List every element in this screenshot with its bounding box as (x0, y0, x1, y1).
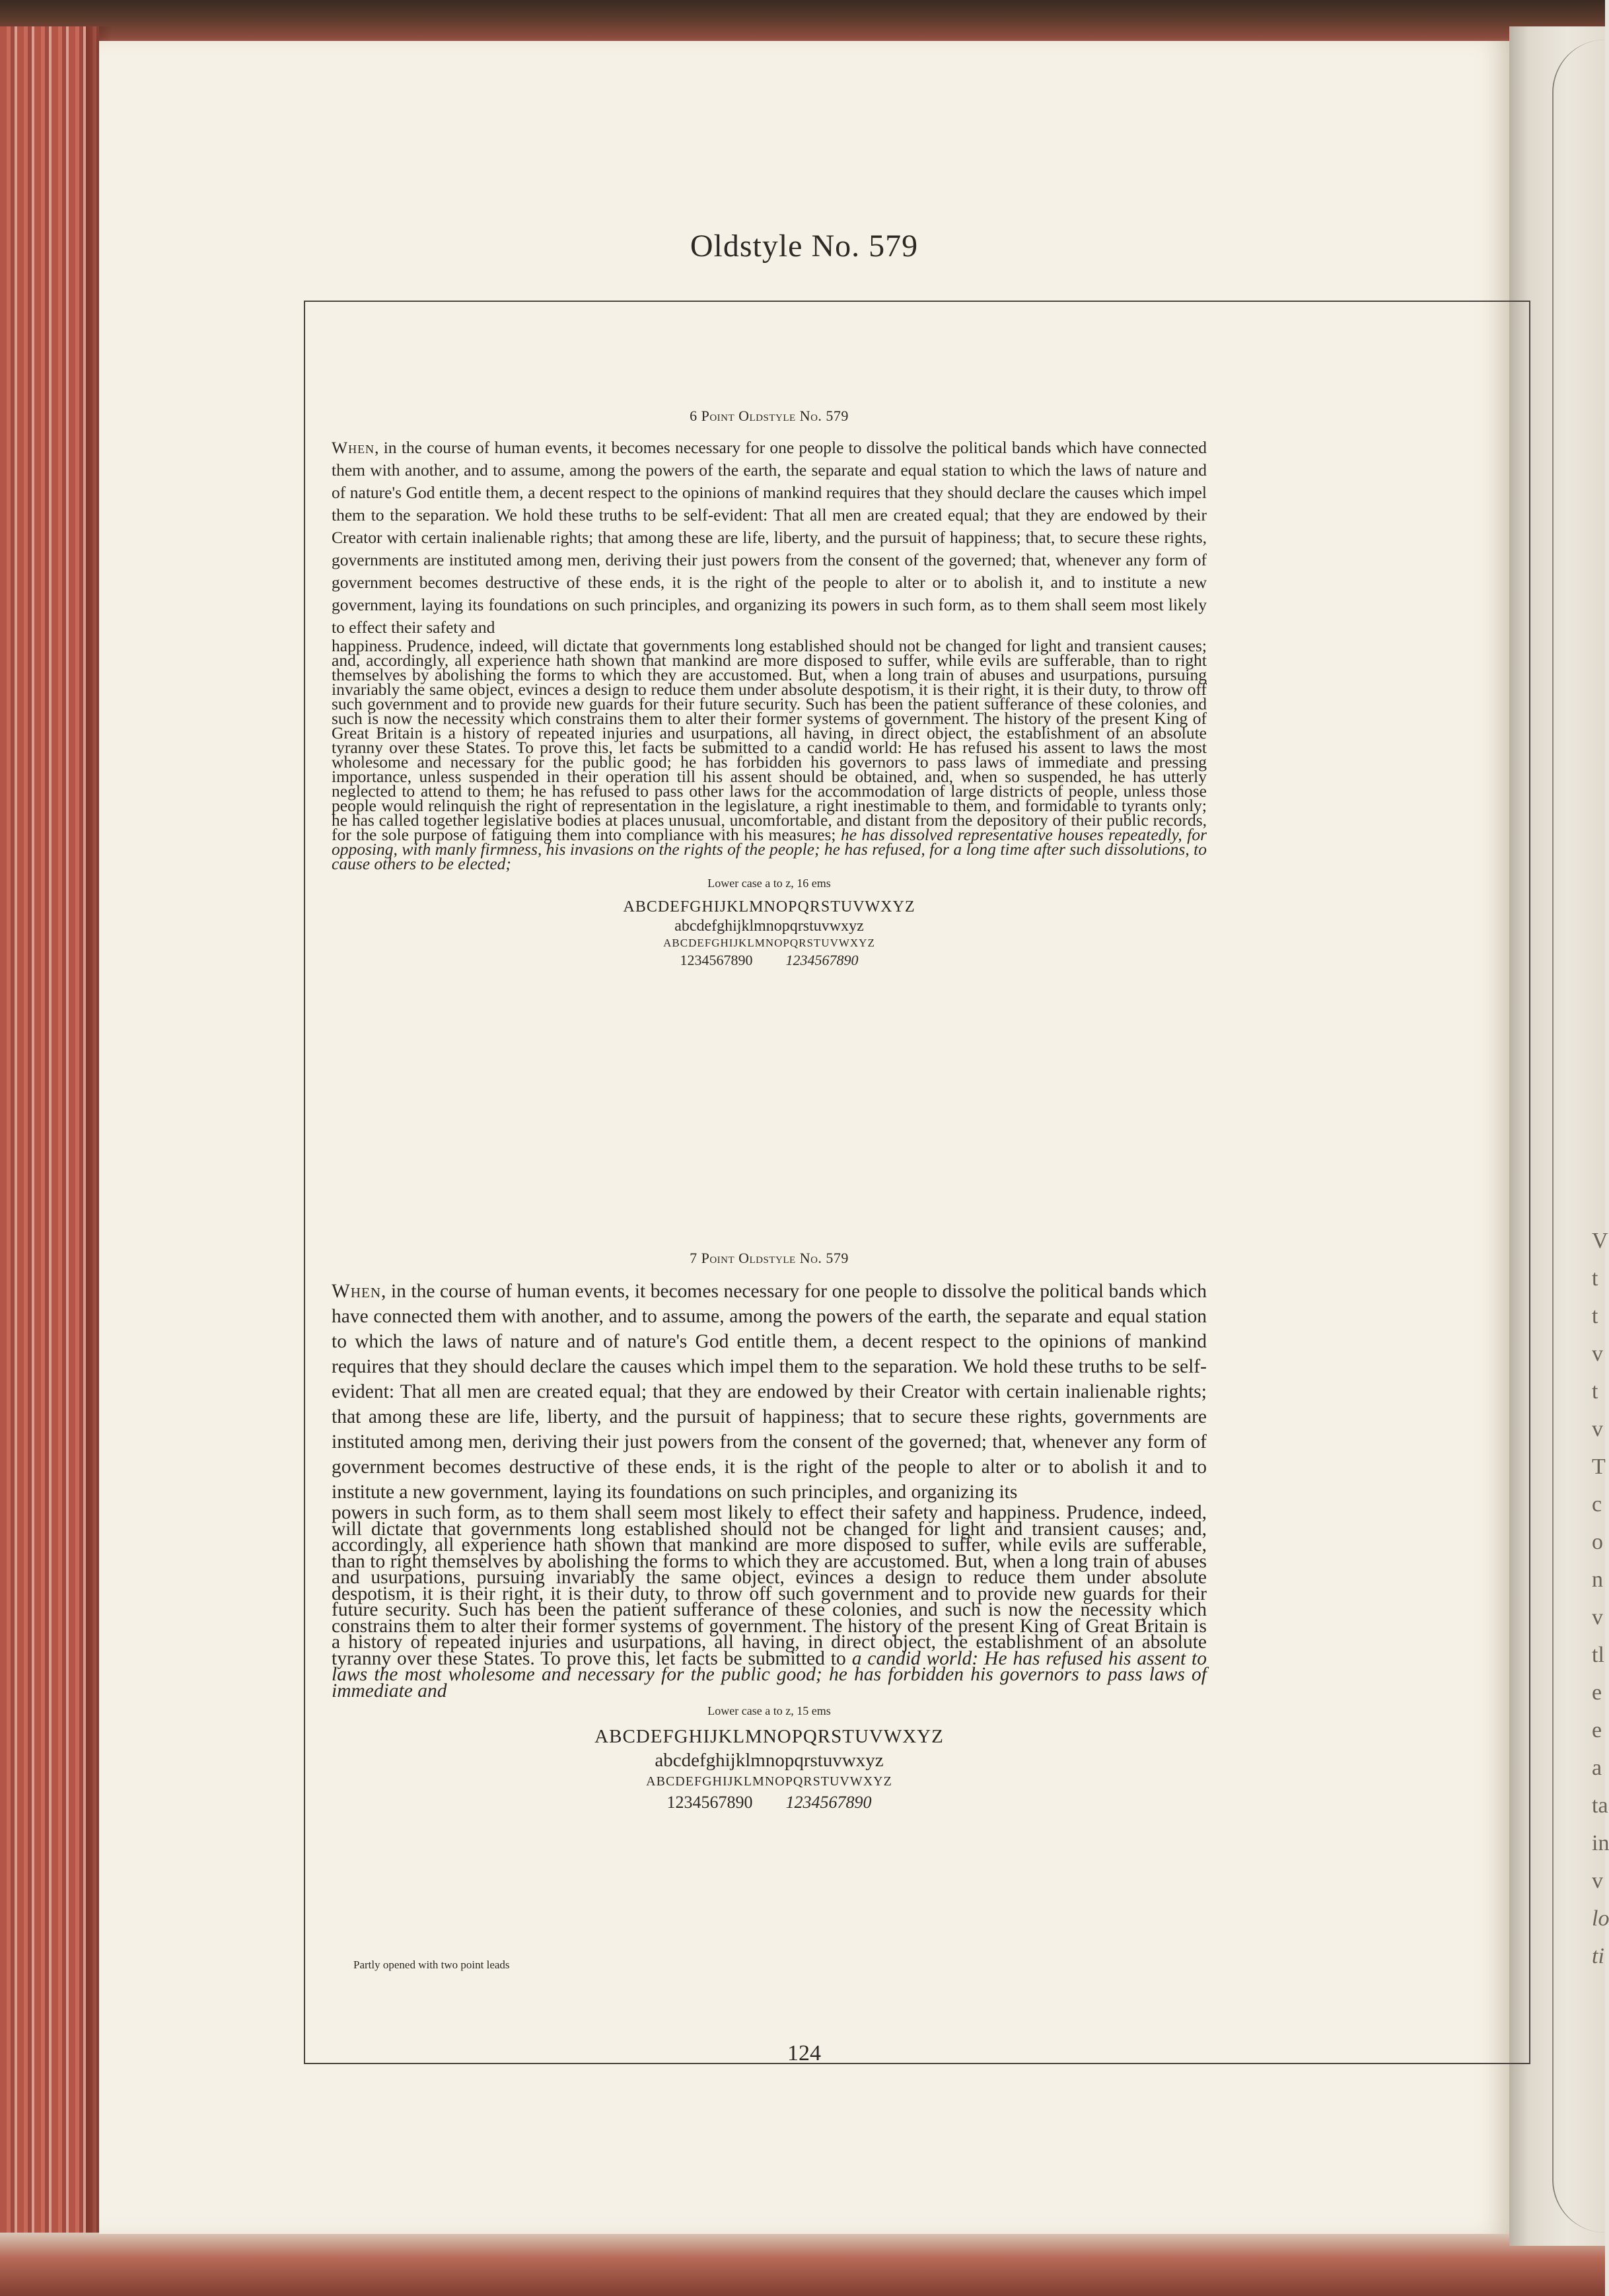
solid-paragraph (332, 636, 1207, 873)
adjacent-page-fragment: v (1592, 1869, 1603, 1893)
capitals-line: ABCDEFGHIJKLMNOPQRSTUVWXYZ (623, 898, 915, 915)
leaded-text: , in the course of human events, it becomes necessary for one people to dissolve the political bands which have connected them with another, and to assume, among the powers of the earth, the separate and equal station to which the laws of nature and of nature's God entitle them, a decent respect to the opinions of mankind requires that they should declare the causes which impel them to the separation. We hold these truths to be self-evident: That all men are created equal; that they are endowed by their Creator with certain inalienable rights; that among these are life, liberty, and the pursuit of happiness; that to secure these rights, governments are instituted among men, deriving their just powers from the consent of the governed; that, whenever any form of government becomes destructive of these ends, it is the right of the people to alter or to abolish it and to institute a new government, laying its foundations on such principles, and organizing its (332, 1281, 1207, 1503)
small-capitals-line: ABCDEFGHIJKLMNOPQRSTUVWXYZ (663, 937, 875, 949)
adjacent-page-text-fragments (1592, 1222, 1609, 1975)
adjacent-page-fragment: v (1592, 1417, 1603, 1441)
leading-footnote: Partly opened with two point leads (353, 1958, 510, 1971)
capitals-line: ABCDEFGHIJKLMNOPQRSTUVWXYZ (594, 1726, 944, 1747)
specimen-page (99, 41, 1509, 2234)
roman-figures: 1234567890 (680, 952, 753, 968)
adjacent-page-fragment: t (1592, 1304, 1598, 1328)
heading-name: Point Oldstyle No. (701, 408, 822, 424)
figures-line (332, 951, 1207, 970)
solid-text: powers in such form, as to them shall seem most likely to effect their safety and happiness. Prudence, indeed, will dictate that governments long established should not be changed for light and transient causes; and, accordingly, all experience hath shown that mankind are more disposed to suffer, while evils are sufferable, than to right themselves by abolishing the forms to which they are accustomed. But, when a long train of abuses and usurpations, pursuing invariably the same object, evinces a design to reduce them under absolute despotism, it is their right, it is their duty, to throw off such government and to provide new guards for their future security. Such has been the patient sufferance of these colonies, and such is now the necessity which constrains them to alter their former systems of government. The history of the present King of Great Britain is a history of repeated injuries and usurpations, all having, in direct object, the establishment of an absolute tyranny over these States. To prove this, let facts be submitted to (332, 1502, 1207, 1669)
lowercase-line: abcdefghijklmnopqrstuvwxyz (655, 1750, 884, 1771)
leaded-paragraph (332, 1279, 1207, 1505)
solid-paragraph (332, 1502, 1207, 1702)
adjacent-page-fragment: lo (1592, 1906, 1609, 1931)
page-number: 124 (787, 2041, 821, 2065)
section-heading (332, 1250, 1207, 1267)
book-cover-bottom (0, 2233, 1605, 2296)
adjacent-page-fragment: a (1592, 1756, 1602, 1780)
adjacent-page-fragment: V (1592, 1229, 1608, 1253)
adjacent-page-fragment: in (1592, 1831, 1609, 1855)
character-set (332, 897, 1207, 970)
book-page-edges (0, 26, 99, 2272)
adjacent-page-fragment: e (1592, 1718, 1602, 1742)
adjacent-page-fragment: v (1592, 1342, 1603, 1366)
page-title: Oldstyle No. 579 (690, 229, 919, 264)
heading-size: 7 (690, 1250, 697, 1266)
heading-name: Point Oldstyle No. (701, 1250, 822, 1266)
adjacent-page-fragment: tl (1592, 1643, 1604, 1667)
adjacent-page-fragment: n (1592, 1567, 1603, 1592)
adjacent-page-fragment: c (1592, 1492, 1602, 1517)
heading-number: 579 (826, 1250, 849, 1266)
specimen-6-point (332, 408, 1207, 970)
roman-figures: 1234567890 (666, 1793, 753, 1812)
italic-figures: 1234567890 (785, 1793, 872, 1812)
lead-word: When (332, 1281, 382, 1302)
adjacent-page-fragment: o (1592, 1530, 1603, 1554)
alphabet-length-note: Lower case a to z, 15 ems (707, 1704, 831, 1717)
italic-text: he has dissolved representative houses repeatedly, for opposing, with manly firmness, his invasions on the rights of the people; he has refused, for a long time after such dissolutions, to cause others to be elected; (332, 825, 1207, 873)
adjacent-page-fragment: t (1592, 1266, 1598, 1291)
book-cover-top (0, 0, 1605, 46)
italic-figures: 1234567890 (785, 952, 859, 968)
specimen-7-point (332, 1250, 1207, 1814)
adjacent-page-fragment: T (1592, 1454, 1606, 1479)
leaded-paragraph (332, 437, 1207, 639)
small-capitals-line: ABCDEFGHIJKLMNOPQRSTUVWXYZ (646, 1774, 892, 1789)
lead-word: When (332, 438, 375, 457)
adjacent-page-fragment: ti (1592, 1944, 1604, 1968)
adjacent-page-fragment: e (1592, 1680, 1602, 1705)
adjacent-page-fragment: v (1592, 1605, 1603, 1630)
leaded-text: , in the course of human events, it becomes necessary for one people to dissolve the political bands which have connected them with another, and to assume, among the powers of the earth, the separate and equal station to which the laws of nature and of nature's God entitle them, a decent respect to the opinions of mankind requires that they should declare the causes which impel them to the separation. We hold these truths to be self-evident: That all men are created equal; that they are endowed by their Creator with certain inalienable rights; that among these are life, liberty, and the pursuit of happiness; that, to secure these rights, governments are instituted among men, deriving their just powers from the consent of the governed; that, whenever any form of government becomes destructive of these ends, it is the right of the people to alter or to abolish it, and to institute a new government, laying its foundations on such principles, and organizing its powers in such form, as to them shall seem most likely to effect their safety and (332, 438, 1207, 637)
character-set (332, 1725, 1207, 1814)
solid-text: happiness. Prudence, indeed, will dictate that governments long established should not be changed for light and transient causes; and, accordingly, all experience hath shown that mankind are more disposed to suffer, while evils are sufferable, than to right themselves by abolishing the forms to which they are accustomed. But, when a long train of abuses and usurpations, pursuing invariably the same object, evinces a design to reduce them under absolute despotism, it is their right, it is their duty, to throw off such government and to provide new guards for their future security. Such has been the patient sufferance of these colonies, and such is now the necessity which constrains them to alter their former systems of government. The history of the present King of Great Britain is a history of repeated injuries and usurpations, all having, in direct object, the establishment of an absolute tyranny over these States. To prove this, let facts be submitted to a candid world: He has refused his assent to laws the most wholesome and necessary for the public good; he has forbidden his governors to pass laws of immediate and pressing importance, unless suspended in their operation till his assent should be obtained, and, when so suspended, he has utterly neglected to attend to them; he has refused to pass other laws for the accommodation of large districts of people, unless those people would relinquish the right of representation in the legislature, a right inestimable to them, and formidable to tyrants only; he has called together legislative bodies at places unusual, uncomfortable, and distant from the depository of their public records, for the sole purpose of fatiguing them into compliance with his measures; (332, 636, 1207, 844)
figures-line (332, 1791, 1207, 1814)
italic-text: a candid world: He has refused his assent to laws the most wholesome and necessary for the public good; he has forbidden his governors to pass laws of immediate and (332, 1647, 1207, 1702)
alphabet-length-note: Lower case a to z, 16 ems (707, 877, 831, 890)
heading-number: 579 (826, 408, 849, 424)
heading-size: 6 (690, 408, 697, 424)
adjacent-page-fragment: t (1592, 1379, 1598, 1404)
lowercase-line: abcdefghijklmnopqrstuvwxyz (674, 917, 864, 935)
section-heading (332, 408, 1207, 425)
adjacent-page-fragment: ta (1592, 1793, 1608, 1818)
